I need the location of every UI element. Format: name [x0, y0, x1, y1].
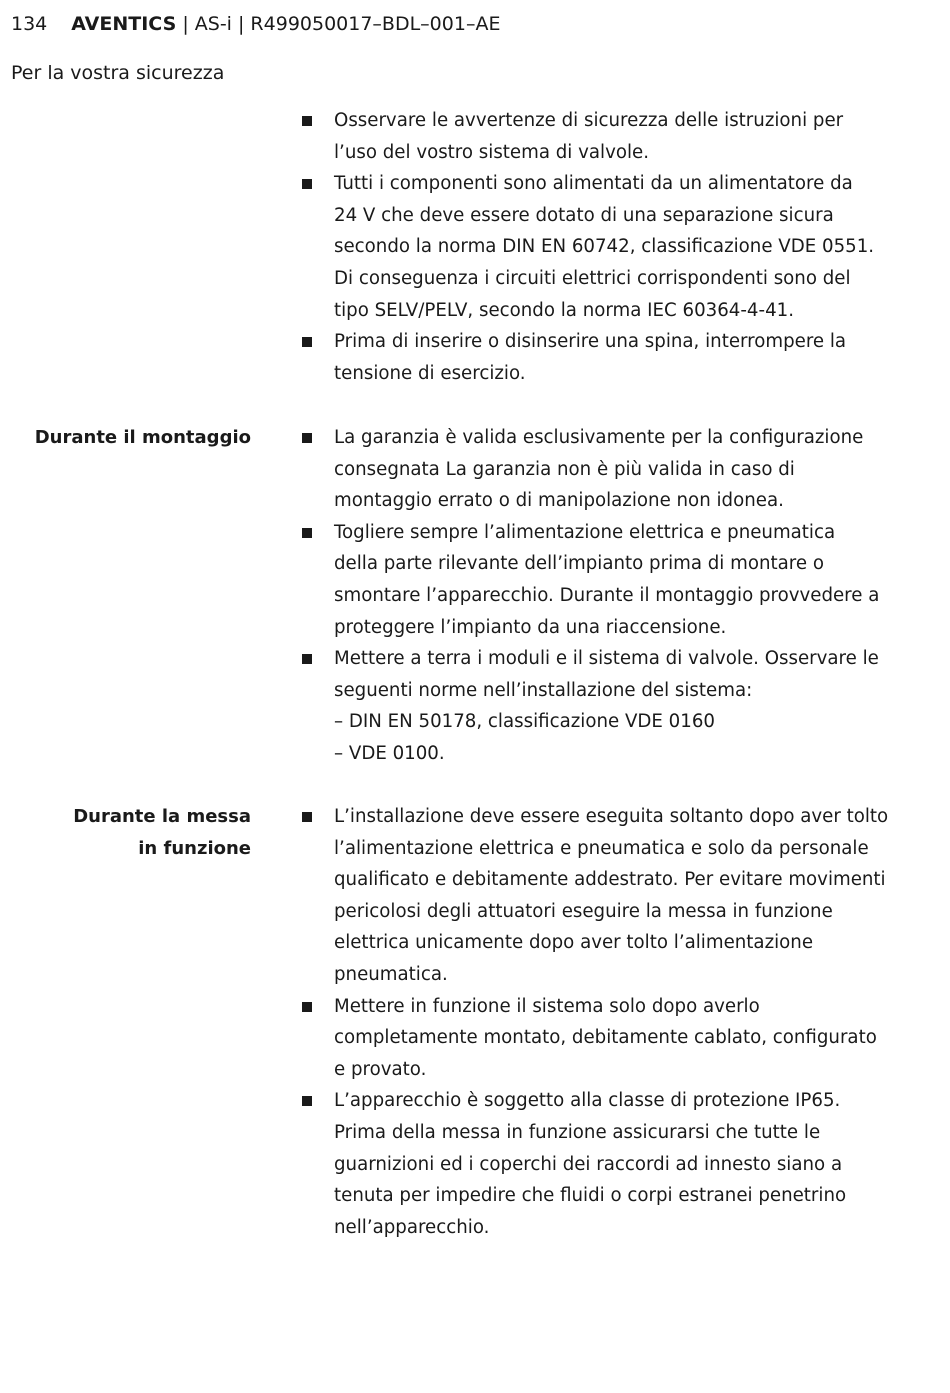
square-bullet-icon: [302, 1002, 312, 1012]
text-line: completamente montato, debitamente cablato, configurato: [334, 1027, 877, 1049]
list-item: [300, 1085, 890, 1243]
text-line: – DIN EN 50178, classificazione VDE 0160: [334, 711, 715, 733]
square-bullet-icon: [302, 433, 312, 443]
text-line: Togliere sempre l’alimentazione elettrica e pneumatica: [334, 521, 836, 543]
text-line: l’alimentazione elettrica e pneumatica e solo da personale: [334, 837, 869, 859]
text-line: Mettere in funzione il sistema solo dopo averlo: [334, 995, 760, 1017]
text-line: secondo la norma DIN EN 60742, classificazione VDE 0551.: [334, 236, 875, 258]
text-line: Mettere a terra i moduli e il sistema di valvole. Osservare le: [334, 648, 879, 670]
document-code: | AS-i | R499050017–BDL–001–AE: [176, 13, 501, 35]
side-heading: [11, 801, 251, 864]
text-line: della parte rilevante dell’impianto prima di montare o: [334, 553, 824, 575]
text-line: pneumatica.: [334, 963, 448, 985]
square-bullet-icon: [302, 337, 312, 347]
text-line: e provato.: [334, 1058, 427, 1080]
square-bullet-icon: [302, 179, 312, 189]
page-header: [11, 12, 500, 36]
text-line: Di conseguenza i circuiti elettrici corrispondenti sono del: [334, 267, 851, 289]
page-number: 134: [11, 13, 48, 35]
side-heading-line: Durante il montaggio: [34, 427, 251, 448]
list-item: [300, 991, 890, 1086]
bullet-list: [300, 801, 890, 1243]
text-line: Prima della messa in funzione assicurarsi che tutte le: [334, 1121, 821, 1143]
square-bullet-icon: [302, 116, 312, 126]
text-line: L’installazione deve essere eseguita soltanto dopo aver tolto: [334, 806, 889, 827]
square-bullet-icon: [302, 812, 312, 822]
square-bullet-icon: [302, 654, 312, 664]
text-line: L’apparecchio è soggetto alla classe di protezione IP65.: [334, 1090, 841, 1112]
text-line: elettrica unicamente dopo aver tolto l’alimentazione: [334, 932, 814, 954]
text-line: consegnata La garanzia non è più valida in caso di: [334, 458, 795, 480]
text-line: pericolosi degli attuatori eseguire la messa in funzione: [334, 900, 833, 922]
text-line: Tutti i componenti sono alimentati da un alimentatore da: [334, 173, 853, 195]
text-line: proteggere l’impianto da una riaccensione.: [334, 616, 727, 638]
text-line: seguenti norme nell’installazione del sistema:: [334, 679, 753, 701]
list-item: [300, 643, 890, 769]
text-line: La garanzia è valida esclusivamente per la configurazione: [334, 427, 864, 448]
list-item: [300, 801, 890, 991]
side-heading-line: Durante la messa: [73, 806, 251, 827]
list-item: [300, 517, 890, 643]
list-item: [300, 105, 890, 168]
section-title: Per la vostra sicurezza: [11, 62, 225, 84]
side-heading: [11, 422, 251, 454]
text-line: tensione di esercizio.: [334, 362, 526, 384]
text-line: montaggio errato o di manipolazione non idonea.: [334, 490, 784, 512]
square-bullet-icon: [302, 528, 312, 538]
side-heading-line: in funzione: [138, 837, 251, 859]
text-line: nell’apparecchio.: [334, 1216, 490, 1238]
text-line: guarnizioni ed i coperchi dei raccordi ad innesto siano a: [334, 1153, 843, 1175]
text-line: tenuta per impedire che fluidi o corpi estranei penetrino: [334, 1185, 847, 1207]
square-bullet-icon: [302, 1096, 312, 1106]
list-item: [300, 326, 890, 389]
text-line: tipo SELV/PELV, secondo la norma IEC 60364-4-41.: [334, 299, 794, 321]
list-item: [300, 168, 890, 326]
text-line: Osservare le avvertenze di sicurezza delle istruzioni per: [334, 110, 844, 131]
list-item: [300, 422, 890, 517]
text-line: l’uso del vostro sistema di valvole.: [334, 141, 650, 163]
brand-name: AVENTICS: [71, 13, 177, 35]
text-line: Prima di inserire o disinserire una spina, interrompere la: [334, 331, 847, 353]
text-line: smontare l’apparecchio. Durante il montaggio provvedere a: [334, 584, 880, 606]
text-line: qualificato e debitamente addestrato. Per evitare movimenti: [334, 869, 886, 891]
text-line: 24 V che deve essere dotato di una separazione sicura: [334, 204, 834, 226]
bullet-list: [300, 105, 890, 389]
bullet-list: [300, 422, 890, 770]
text-line: – VDE 0100.: [334, 742, 445, 764]
